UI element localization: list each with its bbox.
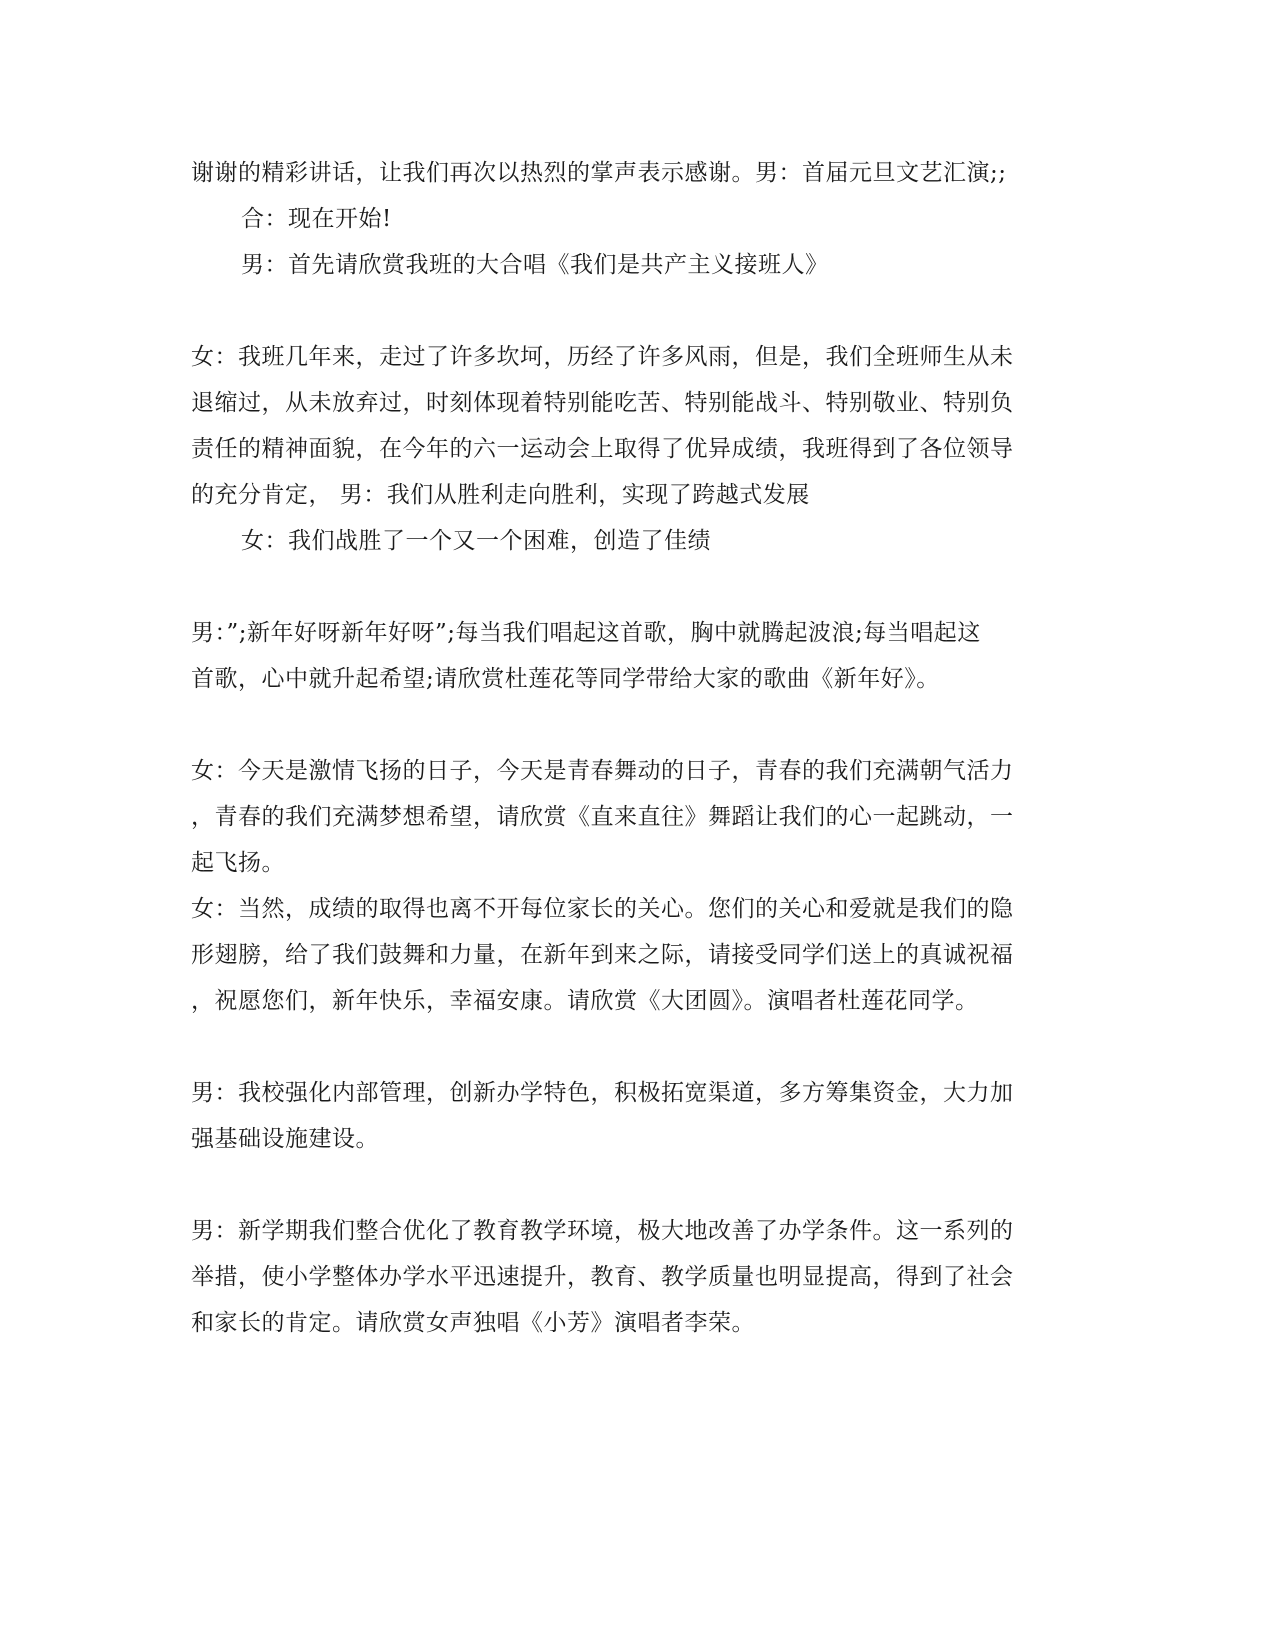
text-line: 女：今天是激情飞扬的日子，今天是青春舞动的日子，青春的我们充满朝气活力: [191, 758, 1014, 784]
text-line: 的充分肯定， 男：我们从胜利走向胜利，实现了跨越式发展: [191, 482, 810, 508]
text-line: 责任的精神面貌，在今年的六一运动会上取得了优异成绩，我班得到了各位领导: [191, 436, 1014, 462]
text-line: 首歌，心中就升起希望;请欣赏杜莲花等同学带给大家的歌曲《新年好》。: [191, 666, 940, 692]
text-line: 男：首先请欣赏我班的大合唱《我们是共产主义接班人》: [241, 252, 829, 278]
text-line: 谢谢的精彩讲话，让我们再次以热烈的掌声表示感谢。男：首届元旦文艺汇演;;: [191, 160, 1007, 186]
text-line: 和家长的肯定。请欣赏女声独唱《小芳》演唱者李荣。: [191, 1310, 755, 1336]
text-line: 合：现在开始!: [241, 206, 392, 232]
text-line: 强基础设施建设。: [191, 1126, 379, 1152]
text-line: 男：新学期我们整合优化了教育教学环境，极大地改善了办学条件。这一系列的: [191, 1218, 1014, 1244]
text-line: 形翅膀，给了我们鼓舞和力量，在新年到来之际，请接受同学们送上的真诚祝福: [191, 942, 1014, 968]
text-line: 起飞扬。: [191, 850, 285, 876]
text-line: 女：当然，成绩的取得也离不开每位家长的关心。您们的关心和爱就是我们的隐: [191, 896, 1014, 922]
text-line: 女：我班几年来，走过了许多坎坷，历经了许多风雨，但是，我们全班师生从未: [191, 344, 1014, 370]
text-line: 男：我校强化内部管理，创新办学特色，积极拓宽渠道，多方筹集资金，大力加: [191, 1080, 1014, 1106]
text-line: ，祝愿您们，新年快乐，幸福安康。请欣赏《大团圆》。演唱者杜莲花同学。: [191, 988, 979, 1014]
text-line: 退缩过，从未放弃过，时刻体现着特别能吃苦、特别能战斗、特别敬业、特别负: [191, 390, 1014, 416]
text-line: 男：”;新年好呀新年好呀”;每当我们唱起这首歌，胸中就腾起波浪;每当唱起这: [191, 620, 981, 646]
text-line: ，青春的我们充满梦想希望，请欣赏《直来直往》舞蹈让我们的心一起跳动，一: [191, 804, 1014, 830]
text-line: 女：我们战胜了一个又一个困难，创造了佳绩: [241, 528, 711, 554]
text-line: 举措，使小学整体办学水平迅速提升，教育、教学质量也明显提高，得到了社会: [191, 1264, 1014, 1290]
